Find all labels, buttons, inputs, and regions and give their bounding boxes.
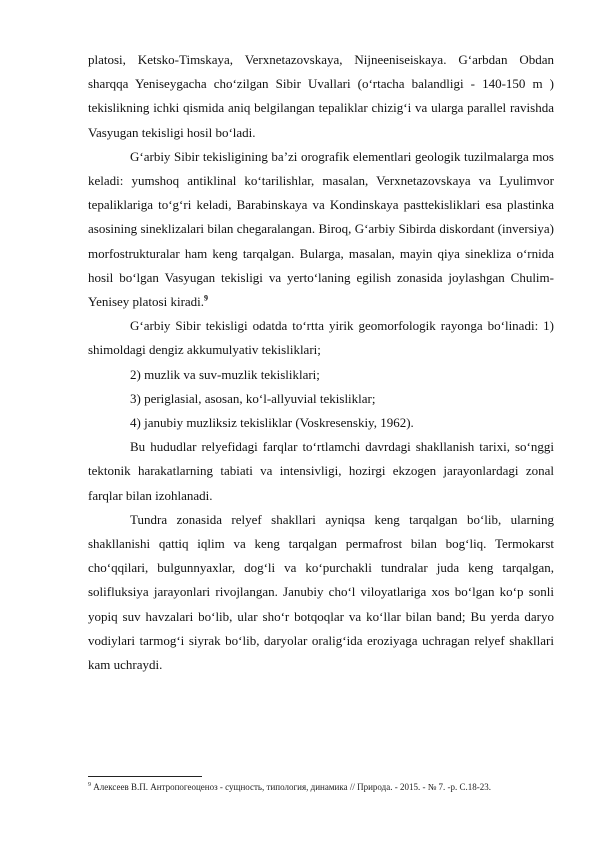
footnote [88, 781, 554, 794]
paragraph-tundra [88, 508, 554, 677]
paragraph-text: Gʻarbiy Sibir tekisligi odatda toʻrtta yirik geomorfologik rayonga boʻlinadi: 1) shimoldagi dengiz akkumulyativ tekisliklari; [88, 318, 554, 358]
document-page [88, 48, 554, 677]
paragraph-platosi [88, 48, 554, 145]
paragraph-orografik [88, 145, 554, 314]
footnote-separator [88, 776, 202, 777]
paragraph-geomorfologik-rayon [88, 314, 554, 362]
paragraph-farqlar [88, 435, 554, 508]
list-item: 2) muzlik va suv-muzlik tekisliklari; [130, 366, 320, 382]
footnote-reference[interactable]: 9 [204, 293, 209, 303]
paragraph-text: Bu hududlar relyefidagi farqlar toʻrtlamchi davrdagi shakllanish tarixi, soʻnggi tektonik harakatlarning tabiati va intensivligi, hozirgi ekzogen jarayonlardagi zonal farqlar bilan izohlanadi. [88, 439, 554, 503]
paragraph-text: platosi, Ketsko-Timskaya, Verxnetazovskaya, Nijneeniseiskaya. Gʻarbdan Obdan sharqqa Yeniseygacha choʻzilgan Sibir Uvallari (oʻrtacha balandligi - 140-150 m ) tekislikning ichki qismida aniq belgilangan tepaliklar chizigʻi va ularga parallel ravishda Vasyugan tekisligi hosil boʻladi. [88, 52, 554, 140]
footnote-number: 9 [88, 782, 91, 788]
paragraph-text: Gʻarbiy Sibir tekisligining baʼzi orografik elementlari geologik tuzilmalarga mos keladi: yumshoq antiklinal koʻtarilishlar, masalan, Verxnetazovskaya va Lyulimvor tepaliklariga toʻgʻri keladi, Barabinskaya va Kondinskaya pasttekisliklari esa plastinka asosining sineklizalari bilan chegaralangan. Biroq, Gʻarbiy Sibirda diskordant (inversiya) morfostrukturalar ham keng tarqalgan. Bularga, masalan, mayin qiya sinekliza oʻrnida hosil boʻlgan Vasyugan tekisligi va yertoʻlaning egilish zonasida joylashgan Chulim-Yenisey platosi kiradi. [88, 148, 554, 310]
footnote-text: Алексеев В.П. Антропогеоценоз - сущность, типология, динамика // Природа. - 2015. - № 7. -р. С.18-23. [91, 782, 492, 792]
list-item: 4) janubiy muzliksiz tekisliklar (Voskresenskiy, 1962). [130, 415, 414, 431]
list-item: 3) periglasial, asosan, koʻl-allyuvial tekisliklar; [130, 390, 376, 406]
paragraph-text: Tundra zonasida relyef shakllari ayniqsa keng tarqalgan boʻlib, ularning shakllanishi qattiq iqlim va keng tarqalgan permafrost bilan bogʻliq. Termokarst choʻqqilari, bulgunnyaxlar, dogʻli va koʻpurchakli tundralar juda keng tarqalgan, solifluksiya jarayonlari rivojlangan. Janubiy choʻl viloyatlariga xos boʻlgan koʻp sonli yopiq suv havzalari boʻlib, ular shoʻr botqoqlar va koʻllar bilan band; Bu yerda daryo vodiylari tarmogʻi siyrak boʻlib, daryolar oraligʻida eroziyaga uchragan relyef shakllari kam uchraydi. [88, 511, 554, 673]
